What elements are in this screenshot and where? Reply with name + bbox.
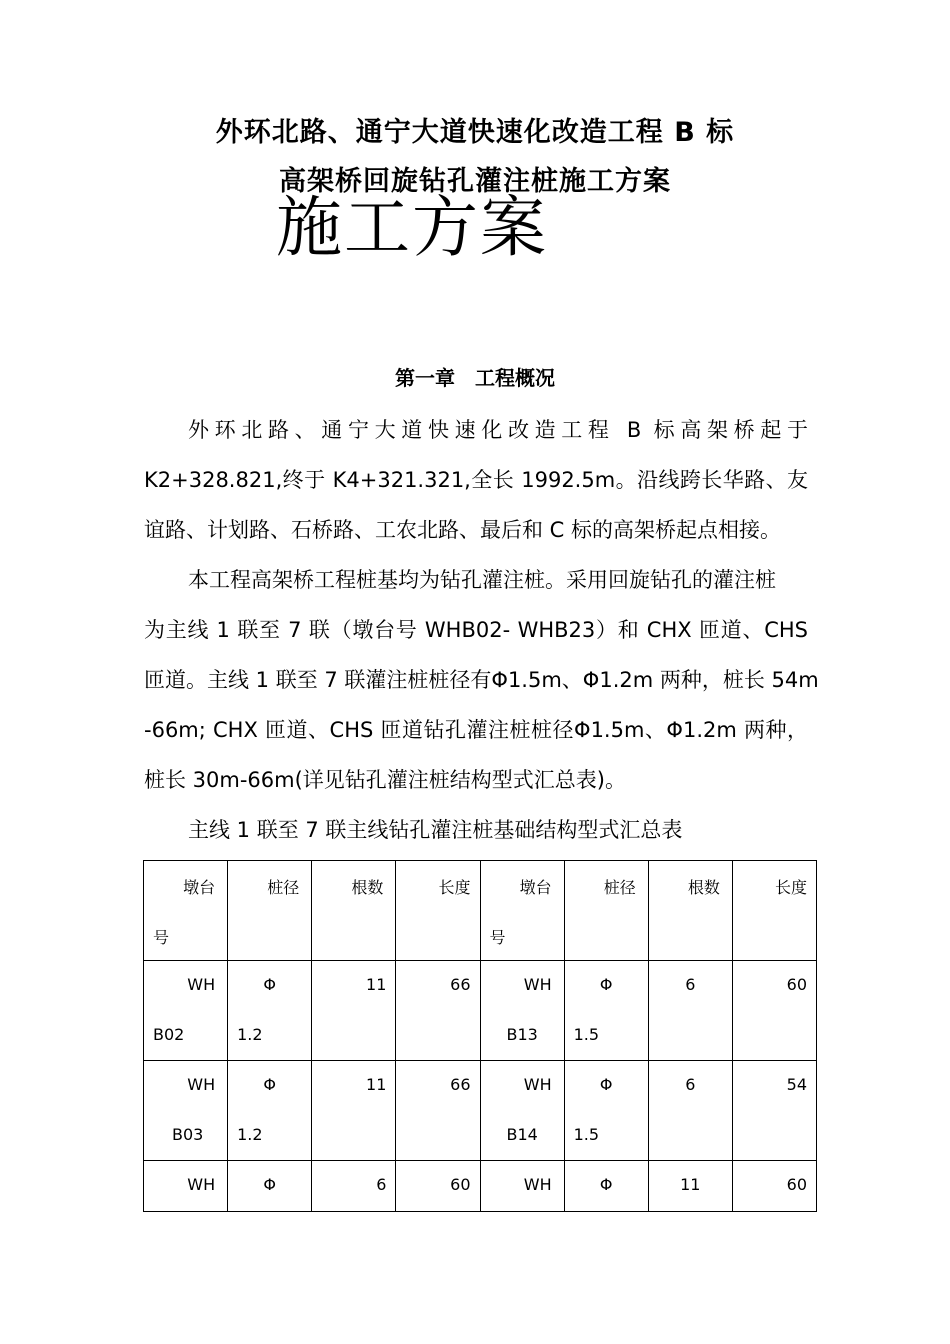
header-cell: 根数 xyxy=(648,861,732,961)
document-title-line2: 高架桥回旋钻孔灌注桩施工方案 xyxy=(279,166,671,197)
paragraph1-line: K2+328.821,终于 K4+321.321,全长 1992.5m。沿线跨长华路、友 xyxy=(144,468,808,492)
paragraph2-line: 匝道。主线 1 联至 7 联灌注桩桩径有Φ1.5m、Φ1.2m 两种，桩长 54m xyxy=(144,668,819,692)
diameter-cell: Φ xyxy=(228,1161,312,1212)
table-header-row xyxy=(144,861,817,961)
pile-summary-table xyxy=(143,860,817,1212)
paragraph2-line: -66m; CHX 匝道、CHS 匝道钻孔灌注桩桩径Φ1.5m、Φ1.2m 两种， xyxy=(144,718,808,742)
large-title: 施工方案 xyxy=(276,189,548,266)
pier-cell: WH B03 xyxy=(144,1061,228,1161)
length-cell: 60 xyxy=(732,961,816,1061)
header-cell: 墩台 号 xyxy=(480,861,564,961)
pier-cell: WH xyxy=(480,1161,564,1212)
table-row xyxy=(144,961,817,1061)
pier-cell: WH B14 xyxy=(480,1061,564,1161)
document-title-line1: 外环北路、通宁大道快速化改造工程 B 标 xyxy=(215,117,735,148)
table-row xyxy=(144,1061,817,1161)
header-cell: 桩径 xyxy=(228,861,312,961)
diameter-cell: Φ 1.2 xyxy=(228,961,312,1061)
header-cell: 桩径 xyxy=(564,861,648,961)
paragraph1-line: 外环北路、通宁大道快速化改造工程 B 标高架桥起于 xyxy=(188,418,808,442)
header-cell: 墩台 号 xyxy=(144,861,228,961)
length-cell: 54 xyxy=(732,1061,816,1161)
diameter-cell: Φ 1.5 xyxy=(564,961,648,1061)
header-cell: 长度 xyxy=(732,861,816,961)
pier-cell: WH B13 xyxy=(480,961,564,1061)
length-cell: 66 xyxy=(396,1061,480,1161)
pier-cell: WH xyxy=(144,1161,228,1212)
diameter-cell: Φ 1.5 xyxy=(564,1061,648,1161)
table-caption: 主线 1 联至 7 联主线钻孔灌注桩基础结构型式汇总表 xyxy=(188,818,683,842)
diameter-cell: Φ 1.2 xyxy=(228,1061,312,1161)
paragraph2-line: 桩长 30m-66m(详见钻孔灌注桩结构型式汇总表)。 xyxy=(144,768,626,792)
count-cell: 11 xyxy=(648,1161,732,1212)
paragraph2-line: 为主线 1 联至 7 联（墩台号 WHB02- WHB23）和 CHX 匝道、CHS xyxy=(144,618,808,642)
count-cell: 6 xyxy=(648,1061,732,1161)
count-cell: 6 xyxy=(648,961,732,1061)
length-cell: 60 xyxy=(396,1161,480,1212)
count-cell: 11 xyxy=(312,1061,396,1161)
table-row xyxy=(144,1161,817,1212)
header-cell: 长度 xyxy=(396,861,480,961)
paragraph1-line: 谊路、计划路、石桥路、工农北路、最后和 C 标的高架桥起点相接。 xyxy=(144,518,782,542)
count-cell: 11 xyxy=(312,961,396,1061)
header-cell: 根数 xyxy=(312,861,396,961)
pier-cell: WH B02 xyxy=(144,961,228,1061)
length-cell: 60 xyxy=(732,1161,816,1212)
chapter-heading: 第一章 工程概况 xyxy=(395,366,555,390)
diameter-cell: Φ xyxy=(564,1161,648,1212)
paragraph2-line: 本工程高架桥工程桩基均为钻孔灌注桩。采用回旋钻孔的灌注桩 xyxy=(188,568,776,592)
length-cell: 66 xyxy=(396,961,480,1061)
count-cell: 6 xyxy=(312,1161,396,1212)
